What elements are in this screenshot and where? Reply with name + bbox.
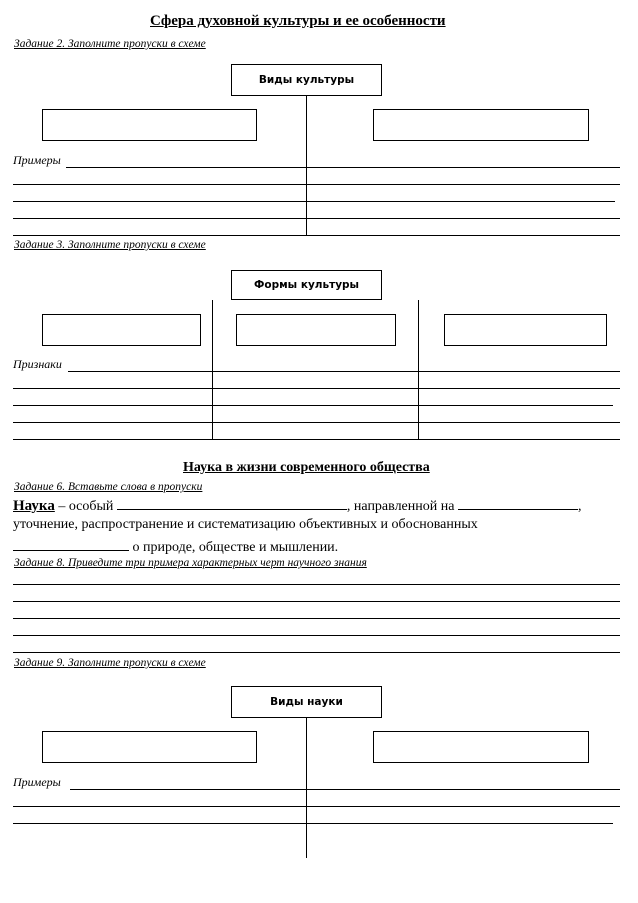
task-9-examples-label: Примеры [13,775,61,789]
task-2-answer-line[interactable] [13,201,615,202]
task-2-answer-line[interactable] [13,235,620,236]
task-6-line-3 [13,537,338,556]
culture-forms-divider-left [212,300,213,439]
task-8-answer-line[interactable] [13,601,620,602]
culture-form-box-right[interactable] [444,314,607,346]
task-6-blank-1[interactable] [117,496,347,510]
culture-form-box-left[interactable] [42,314,201,346]
task-3-answer-line[interactable] [13,422,620,423]
section-title-science: Наука в жизни современного общества [183,460,430,475]
task-2-answer-line[interactable] [66,167,620,168]
task-6-text-part-1: – особый [54,499,117,514]
science-type-box-left[interactable] [42,731,257,763]
task-2-instruction: Задание 2. Заполните пропуски в схеме [14,38,206,50]
task-3-signs-label: Признаки [13,357,62,371]
task-6-text-line-3: о природе, обществе и мышлении. [132,540,339,555]
task-9-answer-line[interactable] [13,806,620,807]
culture-types-divider [306,96,307,235]
task-9-instruction: Задание 9. Заполните пропуски в схеме [14,657,206,669]
task-2-answer-line[interactable] [13,218,620,219]
science-types-head-label: Виды науки [270,696,343,708]
culture-types-head-label: Виды культуры [258,74,355,86]
task-3-answer-line[interactable] [68,371,620,372]
science-types-divider [306,718,307,858]
section-title-spiritual-culture: Сфера духовной культуры и ее особенности [150,13,446,29]
task-2-examples-label: Примеры [13,153,61,167]
task-3-answer-line[interactable] [13,405,613,406]
task-6-text-part-2: , направленной на [346,499,458,514]
science-term: Наука [13,498,55,514]
culture-form-box-center[interactable] [236,314,396,346]
task-3-answer-line[interactable] [13,388,620,389]
task-6-text-part-3: , [577,499,582,514]
task-8-instruction: Задание 8. Приведите три примера характерных черт научного знания [14,557,367,569]
culture-forms-head-box [231,270,382,300]
task-6-line-1 [13,496,581,515]
task-6-instruction: Задание 6. Вставьте слова в пропуски [14,481,203,493]
task-3-instruction: Задание 3. Заполните пропуски в схеме [14,239,206,251]
task-6-line-2: уточнение, распространение и систематизацию объективных и обоснованных [13,517,478,532]
task-6-blank-3[interactable] [13,537,129,551]
science-type-box-right[interactable] [373,731,589,763]
task-8-answer-line[interactable] [13,584,620,585]
task-3-answer-line[interactable] [13,439,620,440]
task-6-blank-2[interactable] [458,496,578,510]
culture-types-head-box [231,64,382,96]
science-types-head-box [231,686,382,718]
culture-type-box-left[interactable] [42,109,257,141]
task-9-answer-line[interactable] [70,789,620,790]
task-8-answer-line[interactable] [13,635,620,636]
culture-forms-head-label: Формы культуры [253,279,360,291]
task-8-answer-line[interactable] [13,652,620,653]
culture-type-box-right[interactable] [373,109,589,141]
culture-forms-divider-right [418,300,419,439]
task-9-answer-line[interactable] [13,823,613,824]
task-2-answer-line[interactable] [13,184,620,185]
task-8-answer-line[interactable] [13,618,620,619]
